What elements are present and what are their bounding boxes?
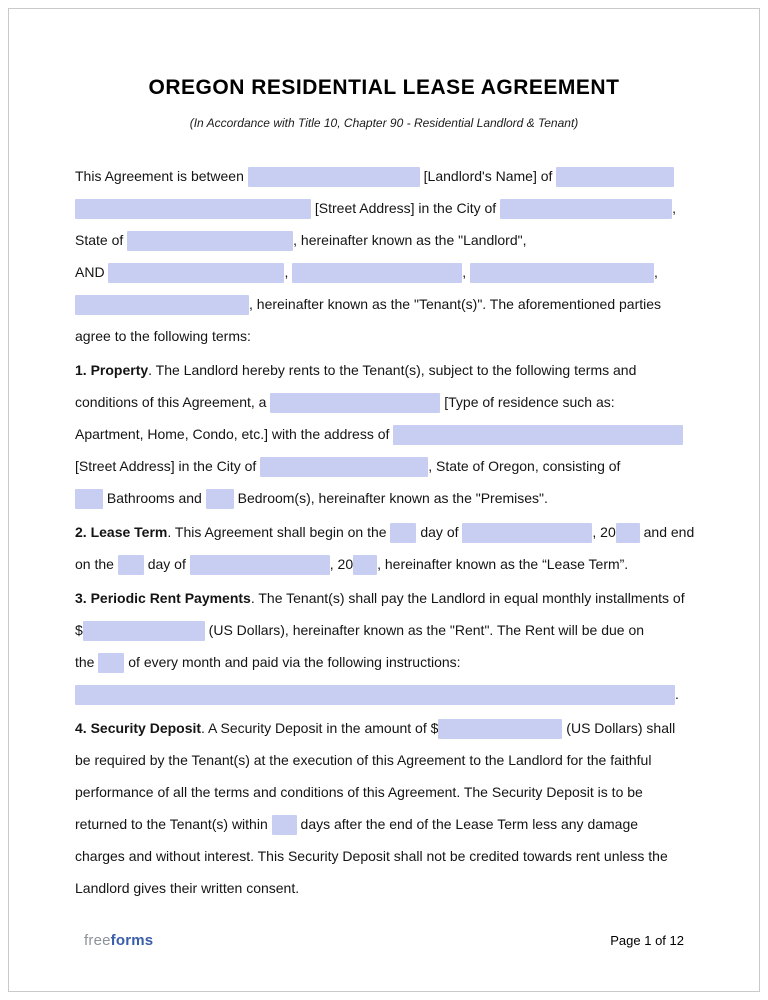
document-body bbox=[75, 160, 693, 904]
text-line bbox=[75, 744, 693, 776]
paragraph-section-1-property bbox=[75, 354, 693, 514]
tenant-2-name-field[interactable] bbox=[292, 263, 462, 283]
text-segment: and end bbox=[639, 524, 695, 540]
text-segment: days after the end of the Lease Term less any damage bbox=[296, 816, 639, 832]
text-segment: Landlord gives their written consent. bbox=[75, 880, 300, 896]
text-segment: Bedroom(s), hereinafter known as the "Premises". bbox=[233, 490, 548, 506]
text-segment: day of bbox=[143, 556, 190, 572]
text-segment: [Type of residence such as: bbox=[440, 394, 615, 410]
text-line bbox=[75, 320, 693, 352]
text-line bbox=[75, 192, 693, 224]
text-segment: [Street Address] in the City of bbox=[311, 200, 501, 216]
rent-amount-field[interactable] bbox=[83, 621, 205, 641]
text-segment: [Landlord's Name] of bbox=[419, 168, 557, 184]
text-segment: , bbox=[654, 264, 658, 280]
text-segment: of every month and paid via the following instructions: bbox=[124, 654, 461, 670]
document-title: OREGON RESIDENTIAL LEASE AGREEMENT bbox=[148, 76, 620, 99]
tenant-4-name-field[interactable] bbox=[75, 295, 249, 315]
text-line bbox=[75, 776, 693, 808]
landlord-name-field[interactable] bbox=[248, 167, 420, 187]
deposit-amount-field[interactable] bbox=[438, 719, 562, 739]
lease-end-month-field[interactable] bbox=[190, 555, 330, 575]
text-segment: be required by the Tenant(s) at the execution of this Agreement to the Landlord for the faithful bbox=[75, 752, 652, 768]
text-segment: , hereinafter known as the “Lease Term”. bbox=[377, 556, 629, 572]
text-segment: Bathrooms and bbox=[103, 490, 206, 506]
text-line bbox=[75, 288, 693, 320]
text-segment: . This Agreement shall begin on the bbox=[167, 524, 391, 540]
landlord-address-field-part-2[interactable] bbox=[75, 199, 311, 219]
text-segment: conditions of this Agreement, a bbox=[75, 394, 271, 410]
landlord-address-field-part-1[interactable] bbox=[556, 167, 674, 187]
text-line bbox=[75, 354, 693, 386]
text-segment: , hereinafter known as the "Landlord", bbox=[293, 232, 527, 248]
text-line bbox=[75, 582, 693, 614]
brand-free-text: free bbox=[84, 932, 111, 949]
text-segment: [Street Address] in the City of bbox=[75, 458, 261, 474]
paragraph-section-2-lease-term bbox=[75, 516, 693, 580]
text-segment: , bbox=[672, 200, 676, 216]
rent-due-day-field[interactable] bbox=[98, 653, 124, 673]
deposit-return-days-field[interactable] bbox=[272, 815, 297, 835]
premises-address-field[interactable] bbox=[393, 425, 683, 445]
text-segment: charges and without interest. This Security Deposit shall not be credited towards rent unless the bbox=[75, 848, 668, 864]
text-segment: . bbox=[675, 686, 679, 702]
text-segment: the bbox=[75, 654, 99, 670]
text-line bbox=[75, 872, 693, 904]
text-line bbox=[75, 808, 693, 840]
brand-forms-text: forms bbox=[110, 932, 154, 949]
text-line bbox=[75, 450, 693, 482]
lease-start-month-field[interactable] bbox=[462, 523, 592, 543]
page-footer bbox=[84, 932, 684, 949]
text-line bbox=[75, 678, 693, 710]
text-segment: , 20 bbox=[592, 524, 616, 540]
paragraph-intro bbox=[75, 160, 693, 352]
residence-type-field[interactable] bbox=[270, 393, 440, 413]
premises-city-field[interactable] bbox=[260, 457, 428, 477]
text-segment: (US Dollars), hereinafter known as the "Rent". The Rent will be due on bbox=[204, 622, 645, 638]
section-heading: 2. Lease Term bbox=[75, 524, 168, 540]
lease-start-day-field[interactable] bbox=[390, 523, 416, 543]
text-segment: , 20 bbox=[329, 556, 354, 572]
text-segment: day of bbox=[416, 524, 463, 540]
text-line bbox=[75, 840, 693, 872]
text-segment: AND bbox=[75, 264, 109, 280]
text-line bbox=[75, 224, 693, 256]
text-segment: $ bbox=[75, 622, 83, 638]
section-heading: 3. Periodic Rent Payments bbox=[75, 590, 251, 606]
text-line bbox=[75, 418, 693, 450]
text-segment: agree to the following terms: bbox=[75, 328, 251, 344]
document-subtitle: (In Accordance with Title 10, Chapter 90 - Residential Landlord & Tenant) bbox=[189, 116, 579, 130]
tenant-1-name-field[interactable] bbox=[108, 263, 284, 283]
text-line bbox=[75, 516, 693, 548]
text-line bbox=[75, 646, 693, 678]
text-segment: This Agreement is between bbox=[75, 168, 248, 184]
lease-end-day-field[interactable] bbox=[118, 555, 144, 575]
text-segment: performance of all the terms and conditions of this Agreement. The Security Deposit is to be bbox=[75, 784, 643, 800]
text-line bbox=[75, 256, 693, 288]
text-segment: . The Landlord hereby rents to the Tenant(s), subject to the following terms and bbox=[148, 362, 637, 378]
text-line bbox=[75, 712, 693, 744]
bedrooms-count-field[interactable] bbox=[206, 489, 234, 509]
text-segment: (US Dollars) shall bbox=[562, 720, 676, 736]
lease-start-year-field[interactable] bbox=[616, 523, 640, 543]
text-line bbox=[75, 386, 693, 418]
page-number: Page 1 of 12 bbox=[610, 933, 684, 948]
section-heading: 1. Property bbox=[75, 362, 149, 378]
text-line bbox=[75, 614, 693, 646]
section-heading: 4. Security Deposit bbox=[75, 720, 202, 736]
paragraph-section-4-security-deposit bbox=[75, 712, 693, 904]
payment-instructions-field[interactable] bbox=[75, 685, 675, 705]
landlord-state-field[interactable] bbox=[127, 231, 293, 251]
text-segment: , State of Oregon, consisting of bbox=[428, 458, 621, 474]
document-page bbox=[8, 8, 760, 992]
landlord-city-field[interactable] bbox=[500, 199, 672, 219]
text-line bbox=[75, 548, 693, 580]
text-segment: Apartment, Home, Condo, etc.] with the address of bbox=[75, 426, 394, 442]
text-segment: . The Tenant(s) shall pay the Landlord in equal monthly installments of bbox=[250, 590, 685, 606]
text-segment: on the bbox=[75, 556, 118, 572]
text-segment: State of bbox=[75, 232, 128, 248]
text-segment: , bbox=[284, 264, 293, 280]
text-segment: returned to the Tenant(s) within bbox=[75, 816, 272, 832]
text-line bbox=[75, 160, 693, 192]
text-segment: , bbox=[462, 264, 471, 280]
lease-end-year-field[interactable] bbox=[353, 555, 377, 575]
freeforms-logo bbox=[84, 932, 153, 949]
tenant-3-name-field[interactable] bbox=[470, 263, 654, 283]
paragraph-section-3-periodic-rent-payments bbox=[75, 582, 693, 710]
bathrooms-count-field[interactable] bbox=[75, 489, 103, 509]
text-line bbox=[75, 482, 693, 514]
text-segment: , hereinafter known as the "Tenant(s)". The aforementioned parties bbox=[249, 296, 662, 312]
text-segment: . A Security Deposit in the amount of $ bbox=[201, 720, 439, 736]
